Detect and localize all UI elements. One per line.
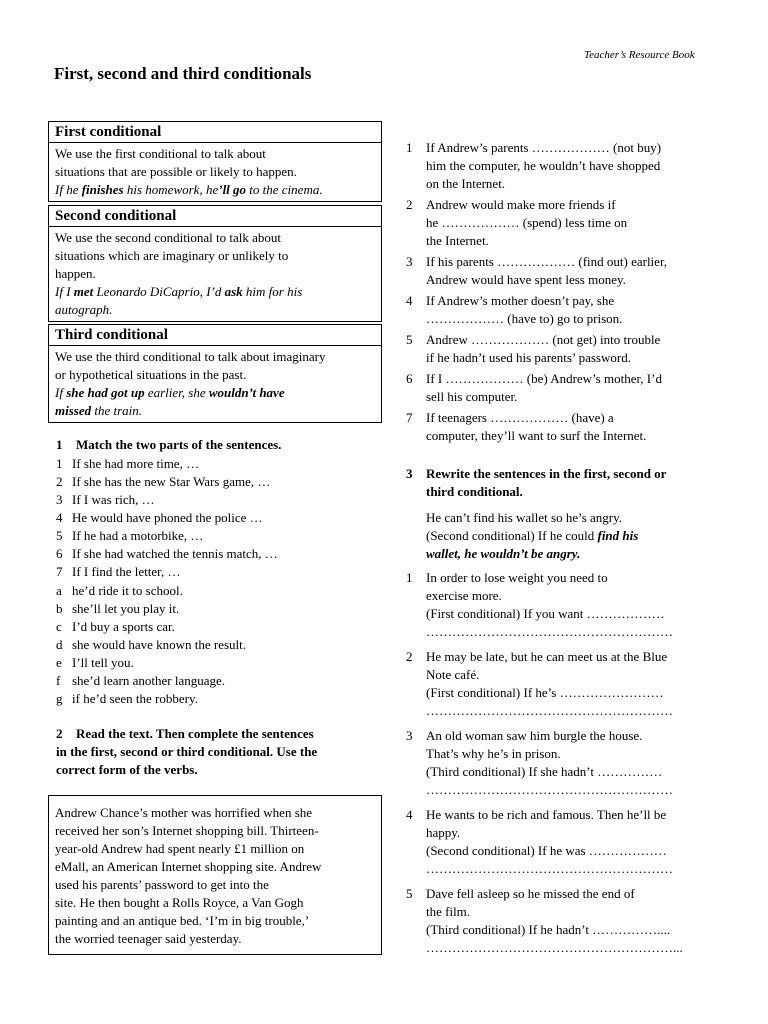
exercise-1-item-number: 3 [56, 492, 63, 507]
exercise-2-item-line: sell his computer. [426, 389, 518, 404]
exercise-3-item-line: He wants to be rich and famous. Then he’ll be [426, 807, 667, 822]
exercise-3-item-row [406, 885, 635, 903]
story-line: painting and an antique bed. ‘I’m in big trouble,’ [55, 913, 310, 928]
exercise-2-item-row [406, 427, 646, 445]
exercise-3-item-line: happy. [426, 825, 461, 840]
exercise-3-item-row [406, 702, 673, 720]
exercise-2-item-line: ……………… (have to) go to prison. [426, 311, 623, 326]
exercise-3-item-number: 3 [406, 728, 413, 743]
exercise-1-item [56, 491, 155, 509]
exercise-1-answer-text: she’d learn another language. [72, 673, 226, 688]
exercise-2-item-row [406, 232, 489, 250]
exercise-3-item-row [406, 569, 608, 587]
second-conditional-text: We use the second conditional to talk about [55, 230, 282, 245]
exercise-2-item-number: 4 [406, 293, 413, 308]
exercise-3-item-line: (First conditional) If he’s …………………… [426, 685, 664, 700]
exercise-2-item-row [406, 310, 622, 328]
third-conditional-example: missed the train. [55, 403, 143, 418]
story-line: site. He then bought a Rolls Royce, a Van Gogh [55, 895, 304, 910]
exercise-3-item-line: Note café. [426, 667, 480, 682]
exercise-3-item-line: (Second conditional) If he was ……………… [426, 843, 667, 858]
story-line: received her son’s Internet shopping bill. Thirteen- [55, 823, 319, 838]
exercise-2-item-number: 2 [406, 197, 413, 212]
exercise-1-answer-number: g [56, 691, 63, 706]
exercise-3-item-line: He may be late, but he can meet us at the Blue [426, 649, 668, 664]
exercise-2-item-row [406, 253, 667, 271]
exercise-2-item-number: 1 [406, 140, 413, 155]
exercise-1-answer [56, 654, 134, 672]
exercise-3-item-row [406, 824, 460, 842]
exercise-2-item-row [406, 139, 661, 157]
exercise-1-item [56, 455, 199, 473]
first-conditional-example: If he finishes his homework, he’ll go to the cinema. [55, 182, 323, 197]
exercise-3-item-line: …………………………………………………... [426, 940, 683, 955]
third-conditional-text: or hypothetical situations in the past. [55, 367, 247, 382]
third-conditional-heading: Third conditional [49, 325, 381, 346]
exercise-2-item-row [406, 409, 614, 427]
page-title: First, second and third conditionals [54, 64, 312, 83]
exercise-1-answer-text: she would have known the result. [72, 637, 247, 652]
exercise-2-item-row [406, 370, 662, 388]
exercise-2-item-line: If teenagers ……………… (have) a [426, 410, 614, 425]
exercise-3-item-row [406, 605, 665, 623]
exercise-1-answer-number: c [56, 619, 62, 634]
second-conditional-example: If I met Leonardo DiCaprio, I’d ask him for his [55, 284, 303, 299]
exercise-1-item-number: 6 [56, 546, 63, 561]
exercise-3-item-line: That’s why he’s in prison. [426, 746, 561, 761]
exercise-1-item [56, 563, 181, 581]
exercise-2-item-row [406, 175, 505, 193]
story-line: the worried teenager said yesterday. [55, 931, 242, 946]
exercise-1-answer-number: f [56, 673, 61, 688]
exercise-3-item-number: 4 [406, 807, 413, 822]
exercise-1-item-text: If I find the letter, … [72, 564, 181, 579]
exercise-3-item-row [406, 903, 470, 921]
story-line: eMall, an American Internet shopping site. Andrew [55, 859, 322, 874]
exercise-3-item-row [406, 781, 673, 799]
exercise-1-item [56, 527, 203, 545]
exercise-1-item [56, 473, 270, 491]
second-conditional-example: autograph. [55, 302, 113, 317]
exercise-3-item-row [406, 921, 670, 939]
exercise-2-item-line: on the Internet. [426, 176, 506, 191]
exercise-2-instruction: in the first, second or third conditional. Use the [56, 744, 318, 759]
exercise-2-item-line: computer, they’ll want to surf the Internet. [426, 428, 647, 443]
exercise-1-item-number: 5 [56, 528, 63, 543]
exercise-2-item-row [406, 157, 660, 175]
exercise-1-answer [56, 690, 198, 708]
second-conditional-text: situations which are imaginary or unlikely to [55, 248, 289, 263]
exercise-1-item-number: 7 [56, 564, 63, 579]
exercise-2-heading [56, 725, 317, 779]
second-conditional-text: happen. [55, 266, 96, 281]
exercise-1-item [56, 509, 263, 527]
exercise-1-item-text: If she had more time, … [72, 456, 200, 471]
exercise-1-answer [56, 618, 175, 636]
exercise-1-item-number: 2 [56, 474, 63, 489]
exercise-2-item-line: him the computer, he wouldn’t have shopped [426, 158, 661, 173]
exercise-2-item-row [406, 331, 660, 349]
exercise-2-instruction: 2 Read the text. Then complete the sentences [56, 726, 314, 741]
exercise-3-item-line: ………………………………………………… [426, 703, 673, 718]
exercise-2-item-number: 7 [406, 410, 413, 425]
exercise-1-answer-number: e [56, 655, 62, 670]
exercise-3-item-row [406, 648, 667, 666]
exercise-1-item-text: If he had a motorbike, … [72, 528, 204, 543]
exercise-3-example [426, 509, 638, 563]
exercise-2-item-row [406, 292, 614, 310]
exercise-3-item-line: (Third conditional) If he hadn’t …………….... [426, 922, 671, 937]
exercise-1-answer [56, 600, 179, 618]
exercise-1-answer [56, 582, 183, 600]
exercise-3-instruction: 3 Rewrite the sentences in the first, second or [406, 466, 667, 481]
exercise-3-item-row [406, 763, 662, 781]
exercise-1-answer [56, 672, 225, 690]
exercise-2-item-line: he ……………… (spend) less time on [426, 215, 628, 230]
exercise-3-item-number: 1 [406, 570, 413, 585]
exercise-1-answer-number: b [56, 601, 63, 616]
example-sentence: He can’t find his wallet so he’s angry. [426, 510, 623, 525]
exercise-3-item-row [406, 587, 502, 605]
exercise-2-item-row [406, 349, 631, 367]
exercise-3-item-line: Dave fell asleep so he missed the end of [426, 886, 635, 901]
example-answer: (Second conditional) If he could find his [426, 528, 639, 543]
example-answer: wallet, he wouldn’t be angry. [426, 546, 581, 561]
exercise-3-item-line: (First conditional) If you want ……………… [426, 606, 665, 621]
exercise-3-item-row [406, 842, 667, 860]
exercise-3-item-row [406, 684, 664, 702]
exercise-3-item-line: the film. [426, 904, 471, 919]
exercise-3-item-row [406, 806, 666, 824]
exercise-3-item-line: In order to lose weight you need to [426, 570, 608, 585]
exercise-3-item-line: exercise more. [426, 588, 502, 603]
exercise-1-item-text: If I was rich, … [72, 492, 155, 507]
exercise-3-item-row [406, 623, 673, 641]
exercise-1-item-text: If she has the new Star Wars game, … [72, 474, 271, 489]
story-line: year-old Andrew had spent nearly £1 million on [55, 841, 305, 856]
exercise-2-item-line: Andrew ……………… (not get) into trouble [426, 332, 661, 347]
exercise-3-item-row [406, 666, 479, 684]
exercise-3-instruction: third conditional. [426, 484, 523, 499]
second-conditional-box [48, 205, 382, 322]
exercise-3-item-line: ………………………………………………… [426, 624, 673, 639]
third-conditional-example: If she had got up earlier, she wouldn’t have [55, 385, 285, 400]
exercise-2-item-row [406, 271, 626, 289]
exercise-2-item-number: 3 [406, 254, 413, 269]
exercise-1-heading: 1 Match the two parts of the sentences. [56, 437, 282, 452]
exercise-3-item-row [406, 860, 673, 878]
first-conditional-text: We use the first conditional to talk about [55, 146, 266, 161]
exercise-2-item-line: Andrew would have spent less money. [426, 272, 626, 287]
exercise-1-item-text: If she had watched the tennis match, … [72, 546, 278, 561]
exercise-1-answer-number: a [56, 583, 62, 598]
exercise-3-item-number: 2 [406, 649, 413, 664]
exercise-2-item-row [406, 388, 517, 406]
exercise-3-heading [406, 465, 666, 501]
exercise-1-answer-text: she’ll let you play it. [72, 601, 180, 616]
story-line: Andrew Chance’s mother was horrified when she [55, 805, 313, 820]
exercise-2-item-line: If I ……………… (be) Andrew’s mother, I’d [426, 371, 662, 386]
exercise-1-item-text: He would have phoned the police … [72, 510, 263, 525]
exercise-1-answer-text: I’d buy a sports car. [72, 619, 175, 634]
exercise-1-answer-text: he’d ride it to school. [72, 583, 183, 598]
exercise-2-item-line: If Andrew’s parents ……………… (not buy) [426, 140, 662, 155]
exercise-1-item [56, 545, 278, 563]
exercise-2-item-row [406, 214, 627, 232]
second-conditional-heading: Second conditional [49, 206, 381, 227]
resource-tag: Teacher’s Resource Book [584, 49, 695, 61]
exercise-1-answer-text: I’ll tell you. [72, 655, 134, 670]
story-line: used his parents’ password to get into the [55, 877, 269, 892]
exercise-3-item-line: ………………………………………………… [426, 782, 673, 797]
exercise-3-item-number: 5 [406, 886, 413, 901]
exercise-2-item-line: if he hadn’t used his parents’ password. [426, 350, 631, 365]
exercise-2-instruction: correct form of the verbs. [56, 762, 198, 777]
exercise-2-item-line: If his parents ……………… (find out) earlier, [426, 254, 668, 269]
exercise-3-item-line: (Third conditional) If she hadn’t …………… [426, 764, 663, 779]
first-conditional-text: situations that are possible or likely to happen. [55, 164, 297, 179]
exercise-3-item-row [406, 727, 642, 745]
exercise-1-item-number: 1 [56, 456, 63, 471]
third-conditional-box [48, 324, 382, 423]
exercise-2-item-row [406, 196, 616, 214]
exercise-2-item-number: 5 [406, 332, 413, 347]
first-conditional-box [48, 121, 382, 202]
exercise-2-item-line: the Internet. [426, 233, 489, 248]
first-conditional-heading: First conditional [49, 122, 381, 143]
exercise-1-answer-text: if he’d seen the robbery. [72, 691, 198, 706]
exercise-1-answer [56, 636, 246, 654]
exercise-3-item-line: ………………………………………………… [426, 861, 673, 876]
exercise-2-item-line: If Andrew’s mother doesn’t pay, she [426, 293, 615, 308]
exercise-1-item-number: 4 [56, 510, 63, 525]
exercise-2-item-number: 6 [406, 371, 413, 386]
third-conditional-text: We use the third conditional to talk about imaginary [55, 349, 326, 364]
exercise-2-item-line: Andrew would make more friends if [426, 197, 616, 212]
exercise-3-item-row [406, 745, 561, 763]
exercise-1-answer-number: d [56, 637, 63, 652]
story-box [48, 795, 382, 955]
exercise-3-item-line: An old woman saw him burgle the house. [426, 728, 643, 743]
exercise-3-item-row [406, 939, 683, 957]
